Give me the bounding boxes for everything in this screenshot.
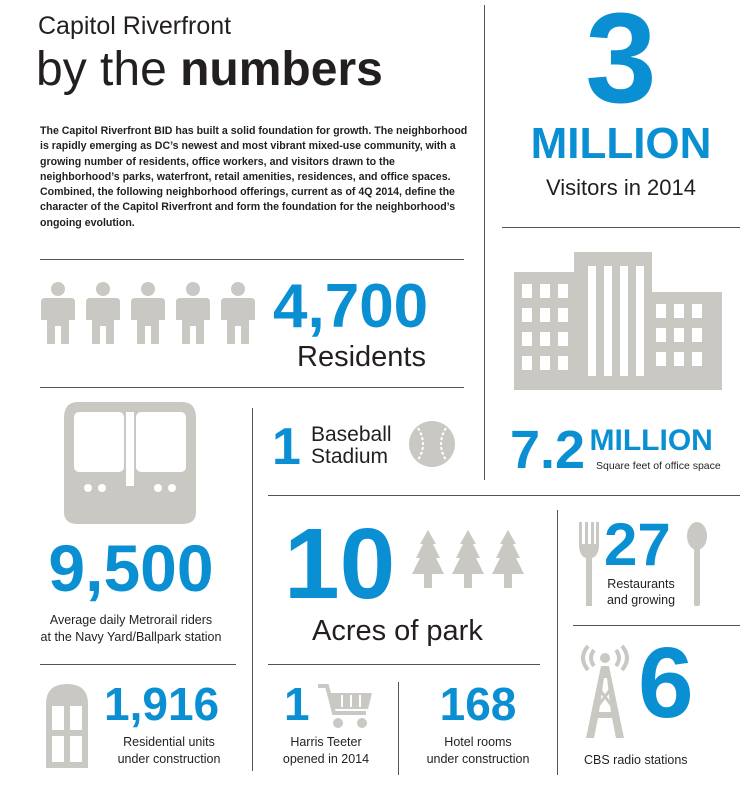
divider-center-bottom bbox=[268, 664, 540, 665]
hotel-label-line1: Hotel rooms bbox=[444, 735, 512, 749]
divider-vertical-bottom bbox=[398, 682, 399, 775]
divider-vertical-right-bottom bbox=[557, 642, 558, 775]
divider-vertical-top bbox=[484, 5, 485, 480]
person-icon bbox=[176, 282, 210, 344]
restaurants-number: 27 bbox=[604, 511, 671, 578]
restaurants-label bbox=[596, 576, 686, 608]
park-number: 10 bbox=[284, 508, 396, 620]
tree-icon bbox=[452, 530, 484, 588]
harris-number: 1 bbox=[284, 678, 310, 730]
title-line1: Capitol Riverfront bbox=[38, 12, 232, 40]
stadium-label bbox=[311, 424, 392, 468]
harris-label-line1: Harris Teeter bbox=[290, 735, 362, 749]
office-stat bbox=[510, 418, 713, 482]
office-number: 7.2 bbox=[510, 420, 586, 480]
divider-right-top bbox=[502, 227, 740, 228]
divider-right-mid bbox=[573, 625, 740, 626]
radio-number: 6 bbox=[638, 627, 694, 739]
residential-label bbox=[94, 734, 244, 768]
stadium-number: 1 bbox=[272, 418, 301, 476]
restaurants-label-line2: and growing bbox=[606, 593, 676, 607]
visitors-label: Visitors in 2014 bbox=[545, 175, 696, 200]
person-icon bbox=[41, 282, 75, 344]
radio-tower-icon bbox=[574, 638, 636, 738]
building-icon bbox=[514, 252, 722, 390]
intro-paragraph: The Capitol Riverfront BID has built a solid foundation for growth. The neighborhood is rapidly emerging as DC’s newest and most vibrant mixed-use community, with a growing number of residents, office workers, and visitors drawn to the neighborhood’s parks, waterfront, retail amenities, residences, and office spaces. Combined, the following neighborhood offerings, current as of 4Q 2014, define the character of the Capitol Riverfront and form the foundation for the neighborhood’s ongoing evolution. bbox=[40, 125, 468, 229]
person-icon bbox=[86, 282, 120, 344]
page-title bbox=[36, 40, 383, 100]
stadium-label-line2: Stadium bbox=[311, 445, 389, 468]
office-unit: MILLION bbox=[589, 424, 713, 457]
spoon-icon bbox=[686, 522, 708, 606]
baseball-icon bbox=[408, 420, 456, 468]
title-by: by the bbox=[36, 43, 167, 96]
divider-left-top bbox=[40, 259, 464, 260]
residents-number: 4,700 bbox=[273, 272, 429, 341]
residents-label: Residents bbox=[297, 341, 426, 373]
tree-icon bbox=[412, 530, 444, 588]
tree-icons bbox=[410, 520, 530, 596]
hotel-number: 168 bbox=[439, 678, 517, 730]
door-icon bbox=[46, 684, 88, 768]
radio-label: CBS radio stations bbox=[584, 753, 688, 767]
hotel-label-line2: under construction bbox=[426, 752, 530, 766]
metro-label-line1: Average daily Metrorail riders bbox=[49, 613, 213, 627]
tree-icon bbox=[492, 530, 524, 588]
divider-vertical-center bbox=[252, 408, 253, 771]
metro-number: 9,500 bbox=[48, 531, 214, 605]
person-icon bbox=[221, 282, 255, 344]
divider-center-wide bbox=[268, 495, 740, 496]
people-icons bbox=[40, 282, 270, 344]
metro-label-line2: at the Navy Yard/Ballpark station bbox=[40, 630, 222, 644]
divider-left-mid bbox=[40, 387, 464, 388]
shopping-cart-icon bbox=[318, 683, 374, 729]
harris-label-line2: opened in 2014 bbox=[282, 752, 370, 766]
harris-label bbox=[262, 734, 390, 768]
park-label: Acres of park bbox=[312, 615, 483, 647]
restaurants-label-line1: Restaurants bbox=[607, 577, 675, 591]
office-label: Square feet of office space bbox=[596, 460, 721, 472]
hotel-label bbox=[404, 734, 552, 768]
residential-label-line1: Residential units bbox=[123, 735, 215, 749]
visitors-unit: MILLION bbox=[530, 119, 712, 168]
visitors-number: 3 bbox=[585, 0, 657, 130]
metro-train-icon bbox=[64, 402, 196, 524]
metro-label bbox=[20, 612, 242, 646]
divider-left-bottom bbox=[40, 664, 236, 665]
residential-number: 1,916 bbox=[104, 678, 220, 730]
title-numbers: numbers bbox=[180, 43, 383, 96]
person-icon bbox=[131, 282, 165, 344]
stadium-label-line1: Baseball bbox=[311, 423, 392, 446]
residential-label-line2: under construction bbox=[117, 752, 221, 766]
